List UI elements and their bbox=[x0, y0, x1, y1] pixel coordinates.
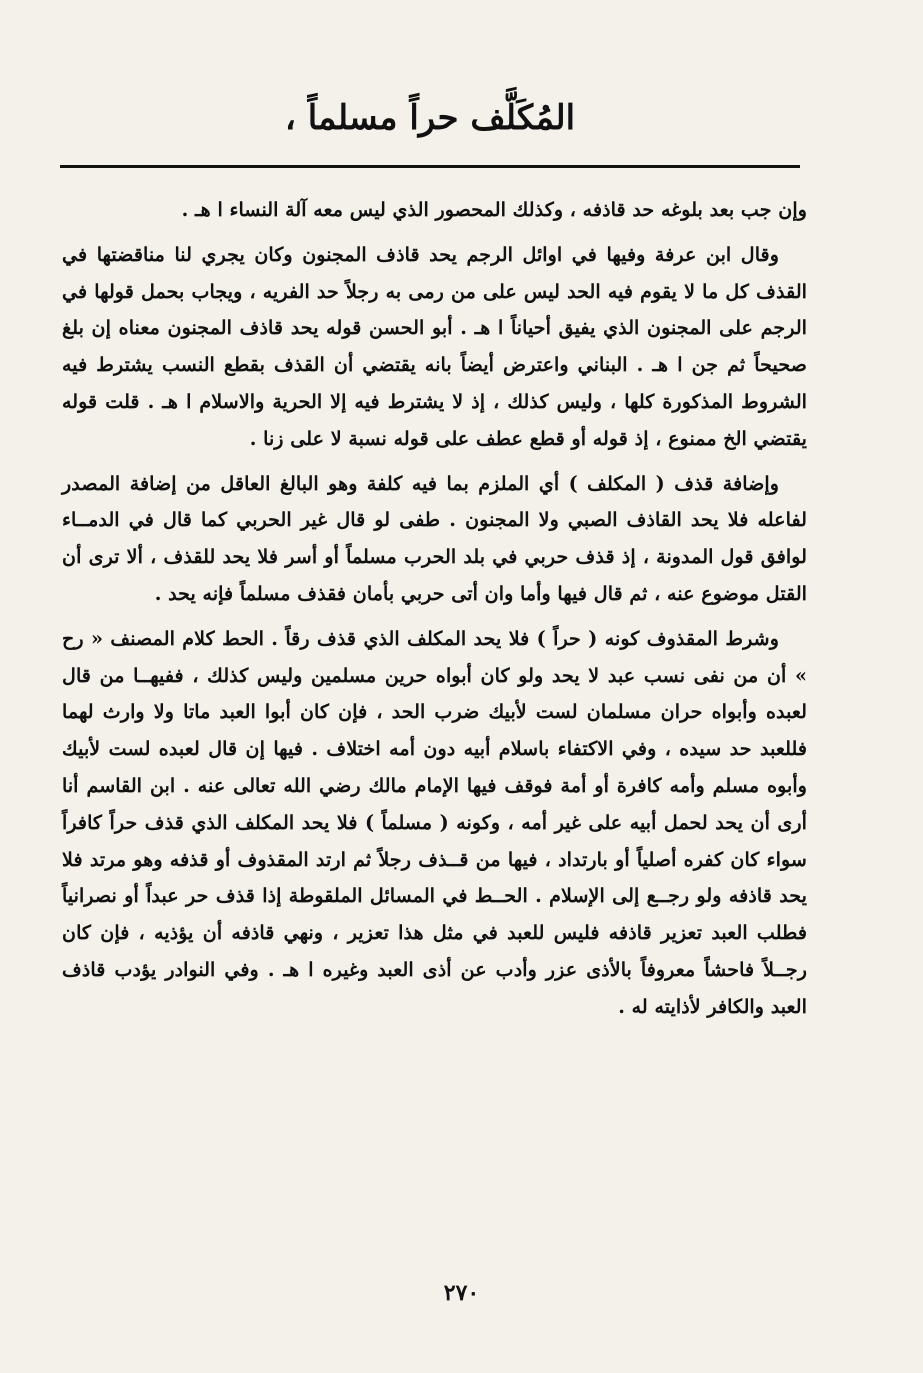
paragraph: وشرط المقذوف كونه ( حراً ) فلا يحد المكلف الذي قذف رقاً . الحط كلام المصنف « رح » أن من نفى نسب عبد لا يحد ولو كان أبواه حرين مسلمين وليس كذلك ، ففيهــا من قال لعبده وأبواه حران مسلمان لست لأبيك ضرب الحد ، فإن كان أبوا العبد ماتا ولا وارث لهما فللعبد حد سيده ، وفي الاكتفاء باسلام أبيه دون أمه اختلاف . فيها إن قال لعبده لست لأبيك وأبوه مسلم وأمه كافرة أو أمة فوقف فيها الإمام مالك رضي الله تعالى عنه . ابن القاسم أنا أرى أن يحد لحمل أبيه على غير أمه ، وكونه ( مسلماً ) فلا يحد المكلف الذي قذف حراً كافراً سواء كان كفره أصلياً أو بارتداد ، فيها من قــذف رجلاً ثم ارتد المقذوف أو قذفه وهو مرتد فلا يحد قاذفه ولو رجــع إلى الإسلام . الحــط في المسائل الملقوطة إذا قذف حر عبداً أو نصرانياً فطلب العبد تعزير قاذفه فليس للعبد في مثل هذا تعزير ، ونهي قاذفه أن يؤذيه ، فإن كان رجــلاً فاحشاً معروفاً بالأذى عزر وأدب عن أذى العبد وغيره ا هـ . وفي النوادر يؤدب قاذف العبد والكافر لأذايته له . bbox=[62, 626, 807, 1018]
header-rule bbox=[60, 165, 800, 168]
page-body bbox=[62, 192, 807, 1034]
paragraph: وقال ابن عرفة وفيها في اوائل الرجم يحد قاذف المجنون وكان يجري لنا مناقضتها في القذف كل ما لا يقوم فيه الحد ليس على من رمى به رجلاً حد الفريه ، ويجاب بحمل قولها في الرجم على المجنون الذي يفيق أحياناً ا هـ . أبو الحسن قوله يحد قاذف المجنون معناه إن بلغ صحيحاً ثم جن ا هـ . البناني واعترض أيضاً بانه يقتضي أن القذف بقطع النسب يشترط فيه الشروط المذكورة كلها ، وليس كذلك ، إذ لا يشترط فيه إلا الحرية والاسلام ا هـ . قلت قوله يقتضي الخ ممنوع ، إذ قوله أو قطع عطف على قوله نسبة لا على زنا . bbox=[62, 242, 807, 450]
running-title: المُكَلَّف حراً مسلماً ، bbox=[284, 98, 576, 138]
paragraph: وإضافة قذف ( المكلف ) أي الملزم بما فيه كلفة وهو البالغ العاقل من إضافة المصدر لفاعله فلا يحد القاذف الصبي ولا المجنون . طفى لو قال غير الحربي كما قال في الدمــاء لوافق قول المدونة ، إذ قذف حربي في بلد الحرب مسلماً أو أسر فلا يحد للقذف ، ألا ترى أن القتل موضوع عنه ، ثم قال فيها وأما وان أتى حربي بأمان فقذف مسلماً فإنه يحد . bbox=[62, 471, 807, 605]
page-number: ٢٧٠ bbox=[443, 1280, 480, 1306]
paragraph: وإن جب بعد بلوغه حد قاذفه ، وكذلك المحصور الذي ليس معه آلة النساء ا هـ . bbox=[181, 198, 807, 221]
page-header bbox=[60, 88, 800, 168]
